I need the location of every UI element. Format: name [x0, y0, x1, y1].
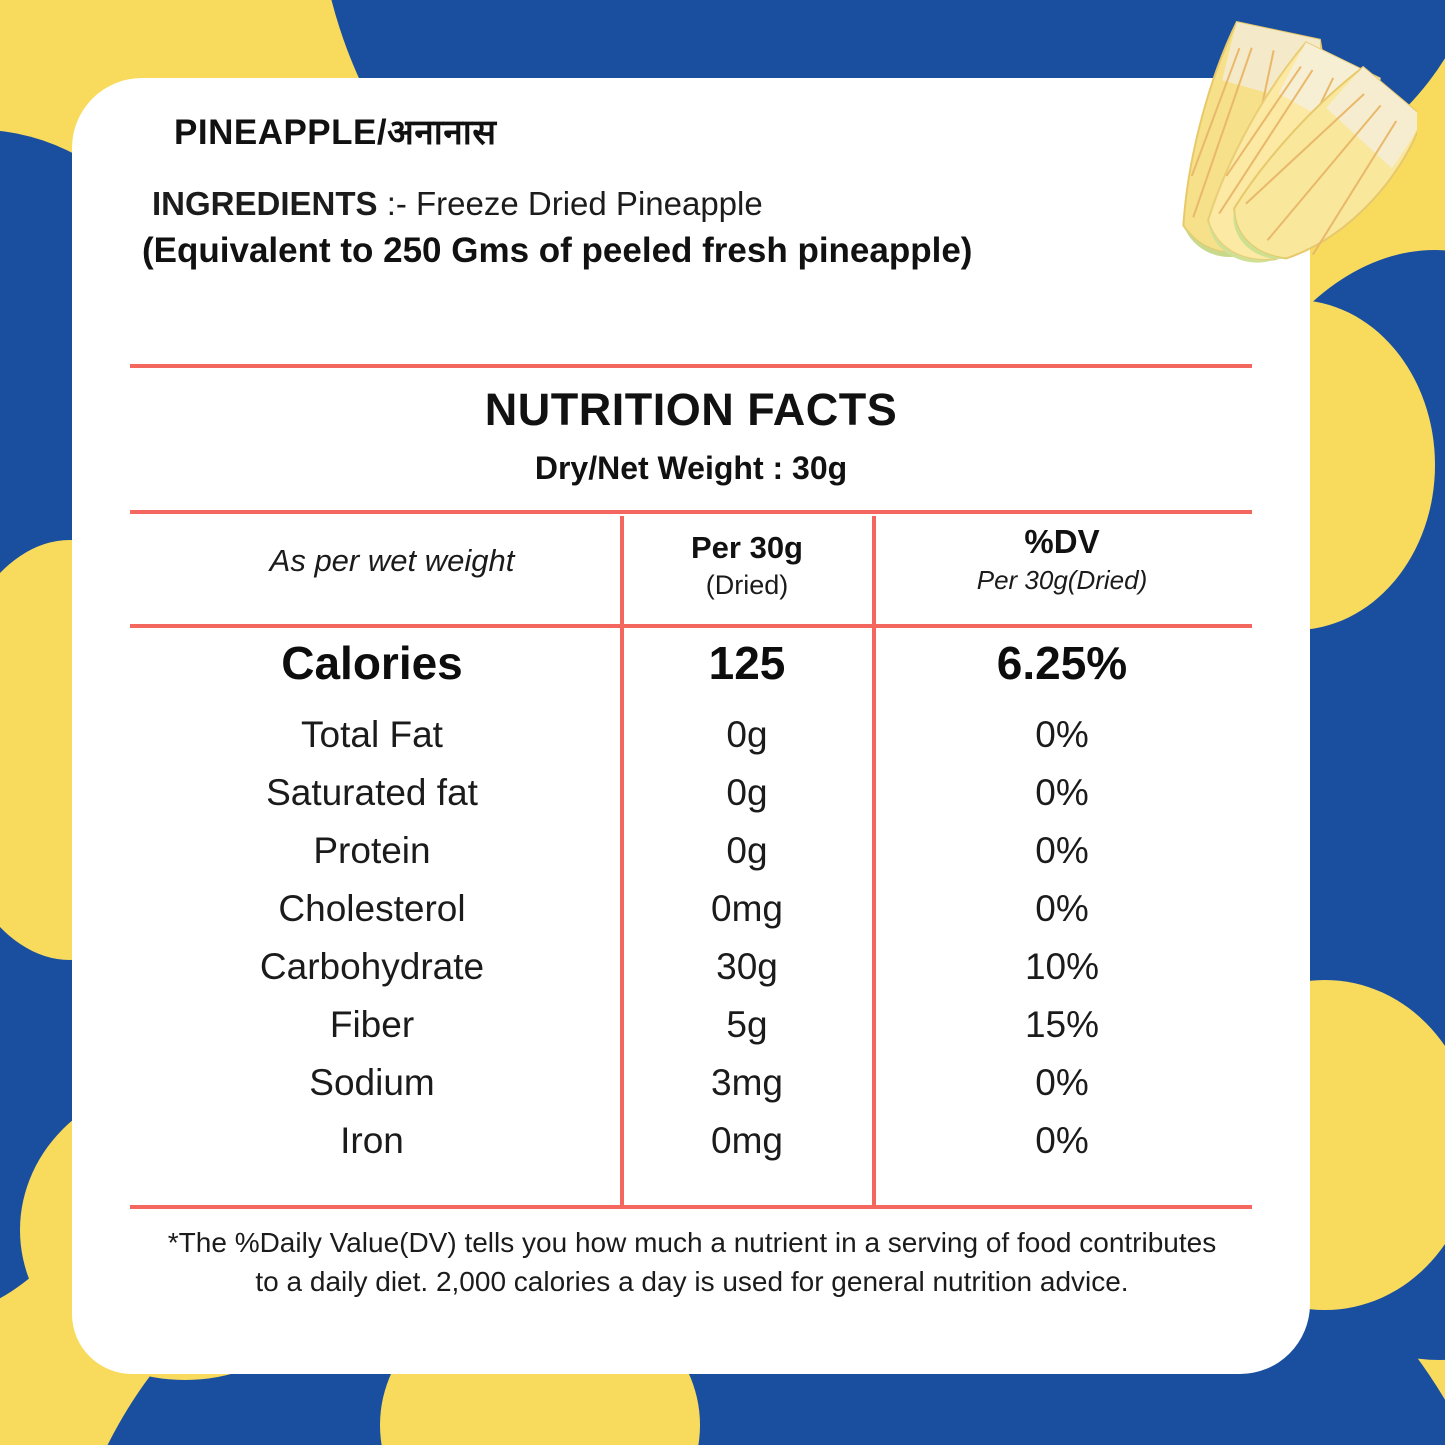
table-row	[72, 888, 1310, 946]
nutrient-amount: 125	[708, 637, 786, 689]
divider	[130, 510, 1252, 514]
table-row	[72, 1004, 1310, 1062]
nutrient-amount: 0g	[726, 830, 768, 871]
column-header-amount-main: Per 30g	[690, 530, 803, 565]
divider	[130, 624, 1252, 628]
nutrient-dv: 0%	[1035, 888, 1089, 929]
nutrient-label: Carbohydrate	[259, 946, 485, 987]
table-row	[72, 946, 1310, 1004]
nutrient-label: Cholesterol	[278, 888, 466, 929]
nutrient-label: Calories	[281, 637, 463, 689]
nutrient-dv: 0%	[1035, 1120, 1089, 1161]
nutrient-amount: 5g	[726, 1004, 768, 1045]
nutrient-amount: 0mg	[711, 1120, 783, 1161]
nutrient-dv: 0%	[1035, 1062, 1089, 1103]
daily-value-footnote: *The %Daily Value(DV) tells you how much a nutrient in a serving of food contributes to a daily diet. 2,000 calories a day is used for general nutrition advice.	[167, 1227, 1217, 1297]
nutrient-dv: 10%	[1024, 946, 1100, 987]
nutrient-dv: 15%	[1024, 1004, 1100, 1045]
column-header-amount-sub: (Dried)	[705, 570, 789, 600]
nutrition-facts-heading: NUTRITION FACTS	[484, 384, 898, 435]
column-header-dv	[878, 523, 1246, 596]
page-title: PINEAPPLE/अनानास	[174, 113, 497, 152]
ingredients-line	[152, 185, 1270, 223]
column-header-dv-sub: Per 30g(Dried)	[976, 565, 1148, 595]
table-row	[72, 772, 1310, 830]
header-block	[142, 108, 1270, 274]
ingredients-value: :- Freeze Dried Pineapple	[386, 185, 763, 222]
nutrition-table	[72, 636, 1310, 1178]
ingredients-label: INGREDIENTS	[152, 185, 378, 222]
divider	[130, 364, 1252, 368]
nutrient-label: Protein	[313, 830, 431, 871]
nutrient-label: Iron	[340, 1120, 404, 1161]
nutrient-amount: 0g	[726, 772, 768, 813]
column-header-amount	[628, 530, 866, 601]
equivalent-note: (Equivalent to 250 Gms of peeled fresh pineapple)	[142, 231, 973, 270]
nutrient-amount: 0mg	[711, 888, 783, 929]
nutrient-dv: 0%	[1035, 714, 1089, 755]
table-row	[72, 830, 1310, 888]
table-row	[72, 636, 1310, 714]
nutrient-label: Sodium	[309, 1062, 435, 1103]
column-header-description: As per wet weight	[269, 543, 515, 578]
nutrient-amount: 3mg	[711, 1062, 783, 1103]
table-row	[72, 1062, 1310, 1120]
nutrient-dv: 6.25%	[996, 637, 1128, 689]
nutrient-amount: 0g	[726, 714, 768, 755]
table-row	[72, 1120, 1310, 1178]
column-header-dv-main: %DV	[1024, 523, 1100, 560]
nutrient-label: Fiber	[329, 1004, 415, 1045]
divider	[130, 1205, 1252, 1209]
nutrient-dv: 0%	[1035, 830, 1089, 871]
nutrient-dv: 0%	[1035, 772, 1089, 813]
nutrient-label: Total Fat	[301, 714, 443, 755]
nutrient-label: Saturated fat	[266, 772, 478, 813]
nutrient-amount: 30g	[716, 946, 778, 987]
net-weight-line: Dry/Net Weight : 30g	[534, 450, 848, 486]
table-row	[72, 714, 1310, 772]
info-card	[72, 78, 1310, 1374]
